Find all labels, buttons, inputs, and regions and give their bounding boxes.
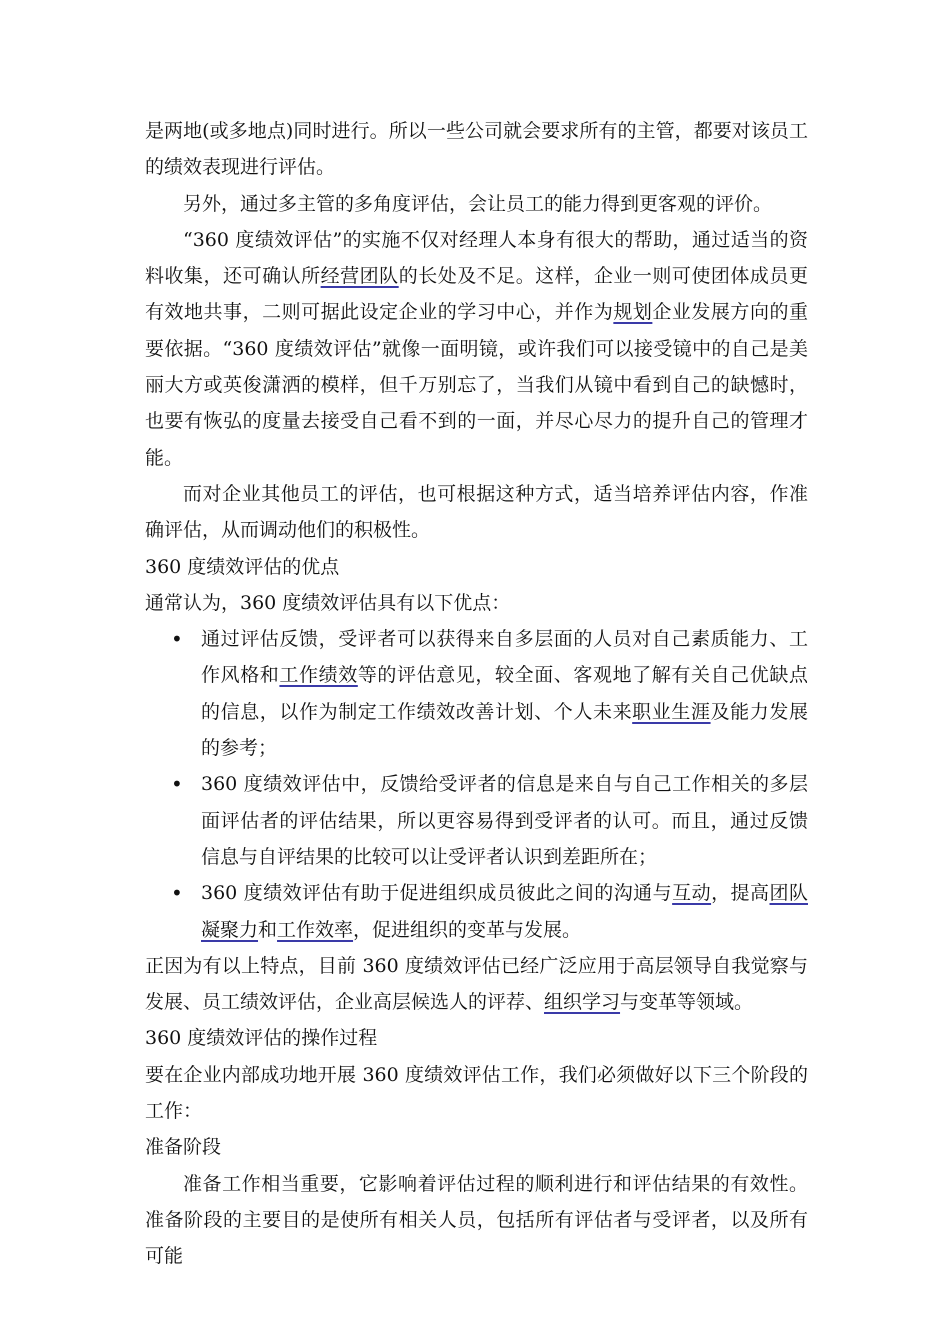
paragraph-continuation: 是两地(或多地点)同时进行。所以一些公司就会要求所有的主管，都要对该员工的绩效表现进行评估。 xyxy=(145,120,808,179)
link-team-cohesion[interactable]: 团队凝聚力 xyxy=(201,882,808,941)
bullet-icon: • xyxy=(171,627,183,652)
text-run: 的长处及不足。这样，企业一则可使团体成员更有效地共事，二则可据此设定企业的学习中心，并作为 xyxy=(145,265,808,324)
text-run: 360 度绩效评估有助于促进组织成员彼此之间的沟通与 xyxy=(201,882,673,905)
text-run: 360 度绩效评估中，反馈给受评者的信息是来自与自己工作相关的多层面评估者的评估结果，所以更容易得到受评者的认可。而且，通过反馈信息与自评结果的比较可以让受评者认识到差距所在； xyxy=(201,773,808,868)
text-run: 与变革等领域。 xyxy=(620,991,754,1014)
section-heading-process: 360 度绩效评估的操作过程 xyxy=(145,1027,378,1050)
bullet-icon: • xyxy=(171,881,183,906)
link-planning[interactable]: 规划 xyxy=(613,301,653,324)
link-interaction[interactable]: 互动 xyxy=(672,882,712,905)
text-run: 企业发展方向的重要依据。“360 度绩效评估”就像一面明镜，或许我们可以接受镜中的自己是美丽大方或英俊潇洒的模样，但千万别忘了，当我们从镜中看到自己的缺憾时，也要有恢弘的度量去接受自己看不到的一面，并尽心尽力的提升自己的管理才能。 xyxy=(145,301,808,469)
text-run: 及能力发展的参考； xyxy=(201,700,808,760)
text-run: 正因为有以上特点，目前 360 度绩效评估已经广泛应用于高层领导自我觉察与发展、员工绩效评估，企业高层候选人的评荐、 xyxy=(145,954,808,1014)
list-item xyxy=(171,766,808,875)
text-run: 通过评估反馈，受评者可以获得来自多层面的人员对自己素质能力、工作风格和 xyxy=(201,628,808,687)
stage-heading-preparation: 准备阶段 xyxy=(145,1136,222,1159)
document-page xyxy=(145,113,808,1275)
link-work-performance[interactable]: 工作绩效 xyxy=(279,664,358,687)
link-work-efficiency[interactable]: 工作效率 xyxy=(277,918,354,941)
advantages-list xyxy=(145,621,808,948)
text-run: ，促进组织的变革与发展。 xyxy=(353,918,582,941)
bullet-icon: • xyxy=(171,772,183,797)
paragraph-preparation: 准备工作相当重要，它影响着评估过程的顺利进行和评估结果的有效性。准备阶段的主要目的是使所有相关人员，包括所有评估者与受评者，以及所有可能 xyxy=(145,1172,808,1268)
advantages-intro: 通常认为，360 度绩效评估具有以下优点： xyxy=(145,591,511,614)
link-management-team[interactable]: 经营团队 xyxy=(320,265,399,288)
list-item xyxy=(171,621,808,766)
link-career[interactable]: 职业生涯 xyxy=(632,700,711,723)
paragraph-multi-supervisor: 另外，通过多主管的多角度评估，会让员工的能力得到更客观的评价。 xyxy=(183,192,773,215)
text-run: 等的评估意见，较全面、客观地了解有关自己优缺点的信息，以作为制定工作绩效改善计划、个人未来 xyxy=(201,664,808,723)
paragraph-other-employees: 而对企业其他员工的评估，也可根据这种方式，适当培养评估内容，作准确评估，从而调动他们的积极性。 xyxy=(145,482,808,542)
list-item xyxy=(171,875,808,948)
text-run: ，提高 xyxy=(711,882,770,905)
paragraph-360-benefits xyxy=(145,222,808,476)
section-heading-advantages: 360 度绩效评估的优点 xyxy=(145,555,340,578)
text-run: “360 度绩效评估”的实施不仅对经理人本身有很大的帮助，通过适当的资料收集，还可确认所 xyxy=(145,228,808,288)
text-run: 和 xyxy=(258,918,278,941)
process-intro: 要在企业内部成功地开展 360 度绩效评估工作，我们必须做好以下三个阶段的工作： xyxy=(145,1063,808,1123)
link-organizational-learning[interactable]: 组织学习 xyxy=(544,991,621,1014)
advantages-conclusion xyxy=(145,948,808,1021)
